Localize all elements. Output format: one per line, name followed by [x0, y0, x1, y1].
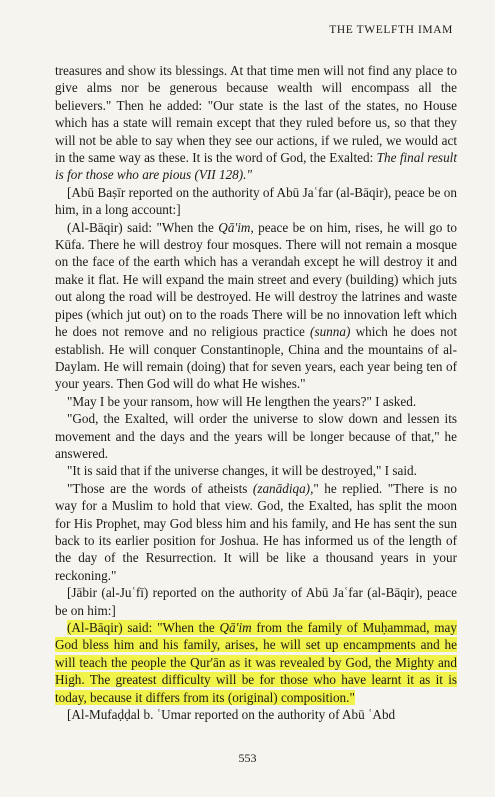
text-run: [Abū Baṣīr reported on the authority of Abū Jaʿfar (al-Bāqir), peace be on him, in a long account:] — [55, 184, 457, 218]
paragraph — [55, 462, 457, 479]
paragraph — [55, 410, 457, 462]
text-run: [Jābir (al-Juʿfī) reported on the authority of Abū Jaʿfar (al-Bāqir), peace be on him:] — [55, 585, 457, 618]
paragraph — [55, 184, 457, 219]
text-run: "It is said that if the universe changes, it will be destroyed," I said. — [67, 463, 417, 479]
highlighted-text: Qā'im — [219, 620, 252, 635]
paragraph — [55, 219, 457, 393]
highlighted-text: (Al-Bāqir) said: — [67, 620, 158, 635]
paragraph — [55, 706, 457, 723]
italic-text: (zanādiqa), — [252, 480, 314, 496]
highlighted-text: from the family of Muḥammad, may God bless him and his family, arises, he will set up encampments and he will teach the people the Qur'ān as it was revealed by God, the Mighty and High. The greatest difficulty will be for those who have learnt it as it is today, because it differs from its (original) composition." — [55, 620, 458, 705]
running-head: THE TWELFTH IMAM — [329, 24, 453, 36]
text-run: treasures and show its blessings. At that time men will not find any place to give alms nor be generous because wealth will encompass all the believers." Then he added: "Our state is the last of the states, no House which has a state will remain except that they ruled before us, so that they will not be able to say when they see our actions, if we ruled, we would act in the same way as these. It is the word of God, the Exalted: — [55, 63, 457, 166]
text-run: "God, the Exalted, will order the universe to slow down and lessen its movement and the days and the years will be longer because of that," he answered. — [55, 411, 457, 461]
paragraph — [55, 393, 457, 410]
text-run: " he replied. "There is no way for a Muslim to hold that view. God, the Exalted, has split the moon for His Prophet, may God bless him and his family, and He has sent the sun back to its earlier position for Joshua. He has informed us of the length of the day of the Resurrection. It will be like a thousand years in your reckoning." — [55, 480, 457, 583]
paragraph — [55, 62, 457, 184]
paragraph — [55, 619, 457, 706]
text-run: "Those are the words of atheists — [67, 480, 253, 496]
page-number: 553 — [238, 751, 257, 765]
body-text — [55, 62, 457, 723]
text-run: "May I be your ransom, how will He lengthen the years?" I asked. — [67, 393, 417, 409]
italic-text: Qā'im — [218, 219, 251, 235]
highlighted-text: "When the — [157, 620, 220, 635]
paragraph — [55, 480, 457, 584]
text-run: , peace be on him, rises, he will go to Kūfa. There he will destroy four mosques. There will not remain a mosque on the face of the earth which has a verandah except he will destroy it and make it flat. He will expand the main street and every (building) which juts out along the road will be destroyed. He will destroy the latrines and waste pipes (which jut out) on to the roads There will be no innovation left which he does not remove and no religious practice — [55, 219, 457, 340]
text-run: (Al-Bāqir) said: "When the — [67, 219, 219, 235]
text-run: [Al-Mufaḍḍal b. ʿUmar reported on the authority of Abū ʿAbd — [67, 707, 396, 723]
paragraph — [55, 584, 457, 619]
italic-text: The final result is for those who are pious (VII 128)." — [55, 150, 457, 183]
italic-text: (sunna) — [310, 324, 351, 340]
text-run: which he does not establish. He will conquer Constantinople, China and the mountains of al-Daylam. He will remain (doing) that for seven years, each year being ten of your years. Then God will do what He wishes." — [55, 324, 458, 392]
